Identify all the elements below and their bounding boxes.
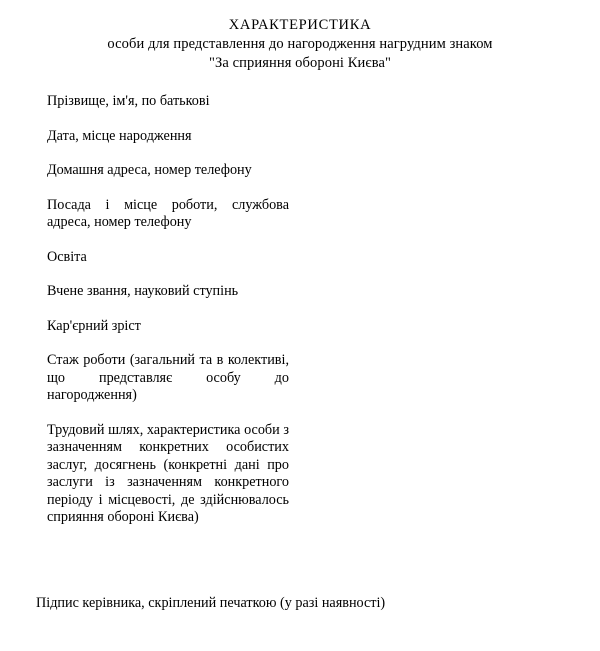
field-career-growth: Кар'єрний зріст [47,317,141,334]
field-position-workplace: Посада і місце роботи, службова адреса, номер телефону [47,196,289,230]
heading-subtitle: особи для представлення до нагородження нагрудним знаком [107,36,493,52]
document-heading [0,16,600,73]
field-education: Освіта [47,248,87,265]
document-body [47,93,289,527]
field-birth-date-place: Дата, місце народження [47,127,192,144]
heading-award-name: "За сприяння обороні Києва" [208,55,392,71]
field-work-experience: Стаж роботи (загальний та в колективі, що представляє особу до нагородження) [47,352,289,403]
field-academic-title: Вчене звання, науковий ступінь [47,283,239,299]
footer-signature-note: Підпис керівника, скріплений печаткою (у разі наявності) [36,595,386,611]
heading-title: ХАРАКТЕРИСТИКА [228,17,372,33]
field-career-description: Трудовий шлях, характеристика особи з зазначенням конкретних особистих заслуг, досягнень (конкретні дані про заслуги із зазначенням конкретного періоду і місцевості, де здійснювалось сприяння обороні Києва) [47,421,289,525]
field-home-address-phone: Домашня адреса, номер телефону [47,162,252,178]
field-full-name: Прізвище, ім'я, по батькові [47,93,210,109]
